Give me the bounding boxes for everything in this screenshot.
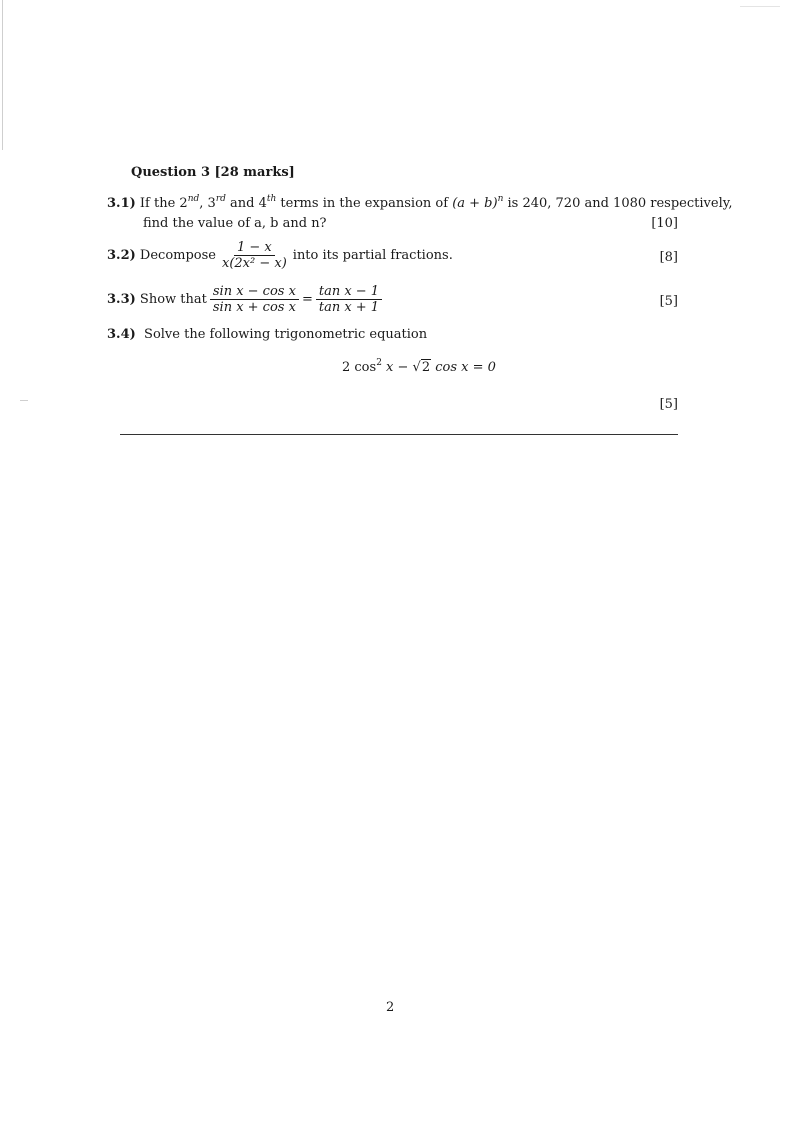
part-suffix: into its partial fractions. [292,248,453,263]
part-number: 3.3) [107,292,136,307]
denominator: x(2x² − x) [222,256,287,271]
part-prefix: Show that [139,292,207,307]
part-3-1-line2: find the value of a, b and n? [143,216,327,231]
part-number: 3.4) [107,327,136,342]
question-heading: Question 3 [28 marks] [131,165,295,180]
part-3-1 [107,193,733,211]
part-3-4 [107,327,427,342]
numerator: 1 − x [234,240,275,256]
marks-3-1: [10] [651,216,678,231]
lhs-numerator: sin x − cos x [210,284,299,300]
equals-sign: = [301,292,313,307]
rhs-numerator: tan x − 1 [316,284,382,300]
part-number: 3.2) [107,248,136,263]
part-text: If the 2nd, 3rd and 4th terms in the expansion of $(a + b)^n$ is 240, 720 and 1080 respectively, [139,193,733,211]
marks-3-4: [5] [659,397,678,412]
fraction [219,240,290,271]
scan-artifact [740,6,780,7]
part-prefix: Decompose [139,248,216,263]
page-number: 2 [386,1000,395,1015]
part-number: 3.1) [107,196,136,211]
rhs-denominator: tan x + 1 [318,300,380,315]
rhs-fraction [316,284,382,315]
trig-equation: 2 $\cos^2 x - √2$ cos x = 0 [342,357,496,375]
scan-artifact [2,0,3,150]
section-divider [120,434,678,435]
part-3-2 [107,240,453,271]
marks-3-3: [5] [659,294,678,309]
part-text: Solve the following trigonometric equation [144,327,428,342]
part-3-3 [107,284,385,315]
scan-artifact [20,400,28,401]
lhs-fraction [210,284,299,315]
lhs-denominator: sin x + cos x [212,300,296,315]
sqrt-symbol: √2 [412,360,431,375]
marks-3-2: [8] [659,250,678,265]
